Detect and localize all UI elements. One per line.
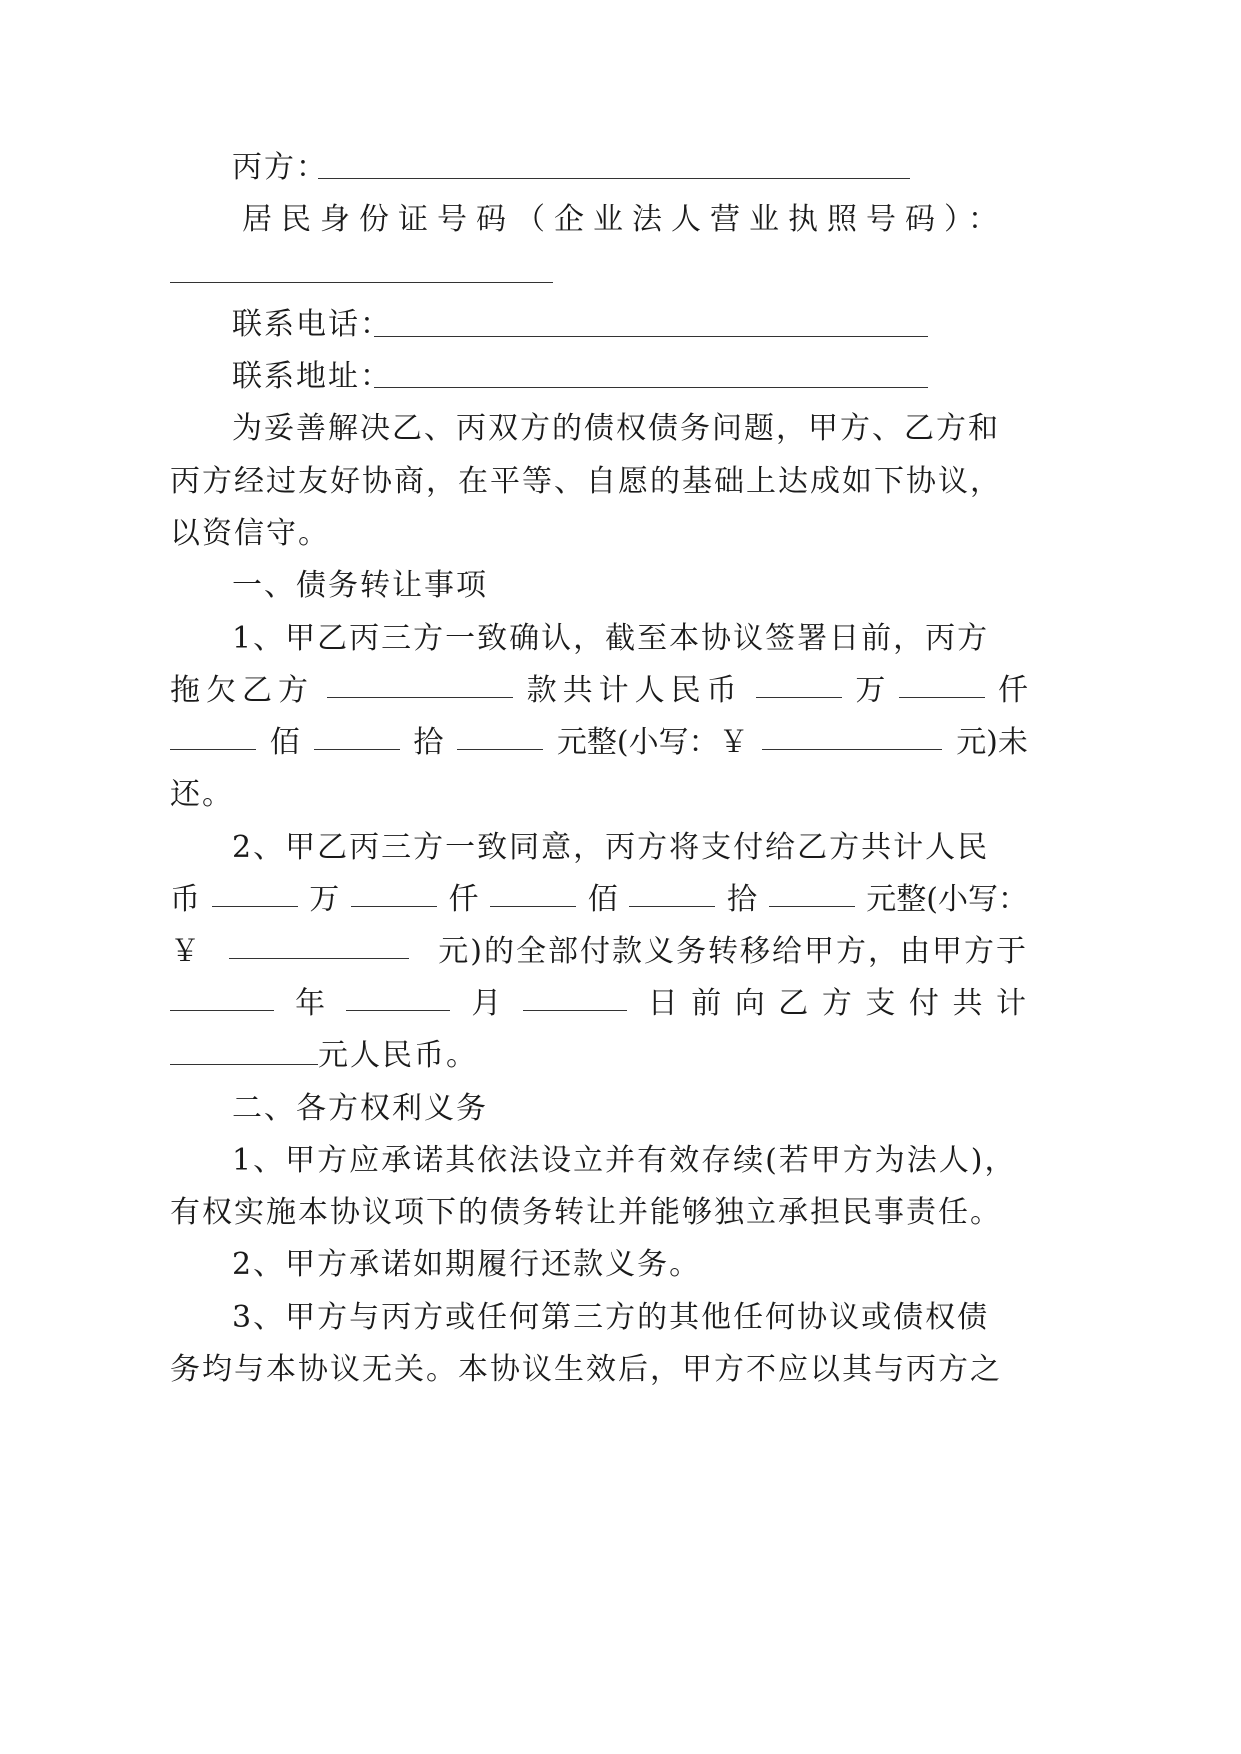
s2-item3-line1: 3、甲方与丙方或任何第三方的其他任何协议或债权债 bbox=[232, 1300, 990, 1335]
s1-item1-line3 bbox=[170, 723, 1028, 763]
s1-item2-line4 bbox=[170, 984, 1028, 1024]
amount-shi-blank bbox=[314, 723, 400, 750]
id-number-blank bbox=[170, 282, 553, 283]
yen-sign: ￥ bbox=[170, 934, 200, 969]
phone-blank bbox=[374, 336, 928, 337]
year-blank bbox=[170, 984, 274, 1011]
s1-item2-line5 bbox=[170, 1036, 478, 1076]
transfer-shi-blank bbox=[629, 880, 715, 907]
s2-item3-line2: 务均与本协议无关。本协议生效后，甲方不应以其与丙方之 bbox=[170, 1352, 1002, 1387]
unit-bai: 佰 bbox=[269, 725, 300, 760]
unit-qian: 仟 bbox=[997, 673, 1028, 708]
year-text: 年 bbox=[295, 986, 326, 1021]
yuan-close-text: 元)未 bbox=[956, 725, 1028, 760]
s2-item1-line1: 1、甲方应承诺其依法设立并有效存续(若甲方为法人)， bbox=[232, 1143, 1017, 1178]
party-c-label: 丙方： bbox=[232, 150, 328, 185]
unit-bai-2: 佰 bbox=[587, 882, 618, 917]
day-rest-text: 日 前 向 乙 方 支 付 共 计 bbox=[647, 986, 1028, 1021]
s1-item2-line3 bbox=[170, 932, 1028, 972]
s1-item2-line3-rest: 元)的全部付款义务转移给甲方，由甲方于 bbox=[438, 934, 1028, 969]
unit-shi-2: 拾 bbox=[727, 882, 757, 917]
unit-qian-2: 仟 bbox=[448, 882, 479, 917]
unit-wan: 万 bbox=[855, 673, 886, 708]
transfer-wan-blank bbox=[212, 880, 298, 907]
address-label: 联系地址： bbox=[232, 359, 392, 394]
bi-text: 币 bbox=[170, 882, 200, 917]
amount-numeric-blank bbox=[762, 723, 942, 750]
amount-bai-blank bbox=[170, 723, 256, 750]
amount-wan-blank bbox=[756, 671, 842, 698]
s1-item2-line1: 2、甲乙丙三方一致同意，丙方将支付给乙方共计人民 bbox=[232, 830, 990, 865]
s1-item1-line2 bbox=[170, 671, 1028, 711]
yuan-zheng-text: 元整(小写：￥ bbox=[556, 725, 749, 760]
amount-yuan-blank bbox=[457, 723, 543, 750]
transfer-bai-blank bbox=[490, 880, 576, 907]
section-2-heading: 二、各方权利义务 bbox=[232, 1091, 488, 1126]
party-c-blank bbox=[318, 178, 910, 179]
month-blank bbox=[346, 984, 450, 1011]
preamble-line-1: 为妥善解决乙、丙双方的债权债务问题，甲方、乙方和 bbox=[232, 411, 1000, 446]
preamble-line-2: 丙方经过友好协商，在平等、自愿的基础上达成如下协议， bbox=[170, 464, 1002, 499]
yuan-zheng-text-2: 元整(小写： bbox=[866, 882, 1028, 917]
s1-item1-text-debt: 拖欠乙方 bbox=[170, 673, 314, 708]
s1-item1-text-total: 款共计人民币 bbox=[526, 673, 743, 708]
total-amount-blank bbox=[170, 1038, 318, 1065]
month-text: 月 bbox=[471, 986, 502, 1021]
unit-shi: 拾 bbox=[413, 725, 444, 760]
id-number-label: 居民身份证号码（企业法人营业执照号码）： bbox=[242, 202, 1007, 237]
phone-label: 联系电话： bbox=[232, 307, 392, 342]
s1-item2-line2 bbox=[170, 880, 1028, 920]
transfer-yuan-blank bbox=[769, 880, 855, 907]
s1-item1-line1: 1、甲乙丙三方一致确认，截至本协议签署日前，丙方 bbox=[232, 621, 990, 656]
preamble-line-3: 以资信守。 bbox=[170, 516, 330, 551]
day-blank bbox=[523, 984, 627, 1011]
address-blank bbox=[374, 387, 928, 388]
unit-wan-2: 万 bbox=[309, 882, 340, 917]
debt-type-blank bbox=[327, 671, 513, 698]
amount-qian-blank bbox=[899, 671, 985, 698]
transfer-qian-blank bbox=[351, 880, 437, 907]
transfer-numeric-blank bbox=[229, 932, 409, 959]
s1-item1-line4: 还。 bbox=[170, 777, 234, 812]
section-1-heading: 一、债务转让事项 bbox=[232, 568, 488, 603]
s2-item1-line2: 有权实施本协议项下的债务转让并能够独立承担民事责任。 bbox=[170, 1195, 1002, 1230]
s1-item2-line5-rest: 元人民币。 bbox=[318, 1038, 478, 1073]
s2-item2: 2、甲方承诺如期履行还款义务。 bbox=[232, 1247, 702, 1282]
